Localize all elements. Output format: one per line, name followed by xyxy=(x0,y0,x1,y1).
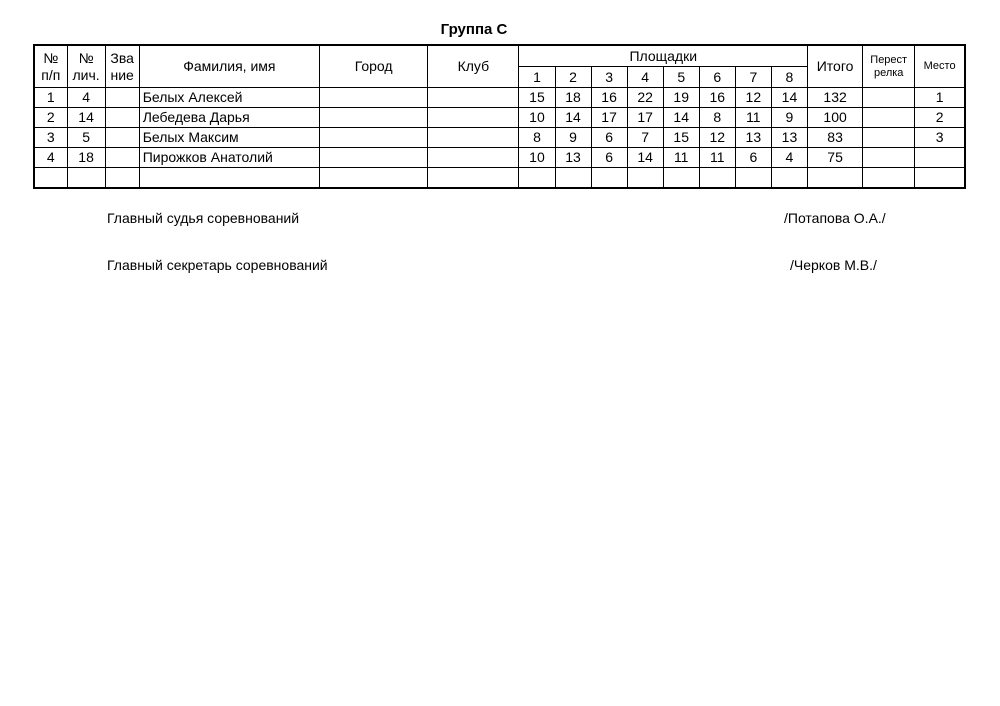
document-title: Группа С xyxy=(440,21,508,38)
cell-score: 6 xyxy=(591,128,627,148)
cell-zvanie xyxy=(105,168,139,189)
cell-score: 12 xyxy=(735,88,771,108)
cell-zvanie xyxy=(105,108,139,128)
judge-role: Главный судья соревнований xyxy=(107,210,300,226)
cell-total: 100 xyxy=(808,108,863,128)
table-row xyxy=(34,108,965,128)
table-row xyxy=(34,88,965,108)
col-header-city: Город xyxy=(320,45,428,88)
table-row xyxy=(34,148,965,168)
cell-lich: 14 xyxy=(67,108,105,128)
cell-score: 7 xyxy=(627,128,663,148)
cell-zvanie xyxy=(105,148,139,168)
col-header-zvanie-bottom: ние xyxy=(110,66,134,83)
cell-score: 17 xyxy=(591,108,627,128)
secretary-role: Главный секретарь соревнований xyxy=(107,257,328,273)
cell-score xyxy=(699,168,735,189)
cell-score xyxy=(519,168,555,189)
cell-score: 10 xyxy=(519,148,555,168)
cell-playoff xyxy=(863,88,915,108)
cell-playoff xyxy=(863,128,915,148)
cell-club xyxy=(428,108,519,128)
col-header-playoff xyxy=(863,45,915,88)
col-header-place: Место xyxy=(915,45,965,88)
judge-name: /Потапова О.А./ xyxy=(784,210,886,226)
cell-name: Белых Максим xyxy=(139,128,319,148)
cell-place xyxy=(915,168,965,189)
cell-score: 18 xyxy=(555,88,591,108)
secretary-name: /Черков М.В./ xyxy=(790,257,877,273)
cell-place: 3 xyxy=(915,128,965,148)
cell-city xyxy=(320,88,428,108)
col-header-zvanie-top: Зва xyxy=(110,49,134,66)
court-number: 2 xyxy=(555,67,591,88)
cell-playoff xyxy=(863,168,915,189)
cell-score: 4 xyxy=(771,148,807,168)
cell-place: 1 xyxy=(915,88,965,108)
cell-num: 3 xyxy=(34,128,67,148)
cell-city xyxy=(320,128,428,148)
cell-score: 14 xyxy=(555,108,591,128)
cell-score: 6 xyxy=(591,148,627,168)
col-header-playoff-bottom: релка xyxy=(873,66,904,79)
cell-score xyxy=(771,168,807,189)
cell-score: 11 xyxy=(735,108,771,128)
court-number: 4 xyxy=(627,67,663,88)
cell-score: 11 xyxy=(699,148,735,168)
cell-total xyxy=(808,168,863,189)
cell-score: 8 xyxy=(519,128,555,148)
cell-zvanie xyxy=(105,88,139,108)
col-header-num-top: № xyxy=(43,49,59,66)
court-number: 8 xyxy=(771,67,807,88)
cell-lich: 18 xyxy=(67,148,105,168)
court-number: 6 xyxy=(699,67,735,88)
cell-score xyxy=(627,168,663,189)
cell-score: 14 xyxy=(771,88,807,108)
cell-num: 4 xyxy=(34,148,67,168)
cell-score: 15 xyxy=(663,128,699,148)
cell-score: 8 xyxy=(699,108,735,128)
court-number: 5 xyxy=(663,67,699,88)
cell-score: 14 xyxy=(627,148,663,168)
cell-club xyxy=(428,168,519,189)
cell-total: 75 xyxy=(808,148,863,168)
cell-playoff xyxy=(863,148,915,168)
cell-score: 19 xyxy=(663,88,699,108)
cell-num: 1 xyxy=(34,88,67,108)
header-row-top xyxy=(34,45,965,67)
cell-lich: 4 xyxy=(67,88,105,108)
cell-num xyxy=(34,168,67,189)
col-header-name: Фамилия, имя xyxy=(139,45,319,88)
cell-club xyxy=(428,128,519,148)
results-table xyxy=(33,44,966,189)
cell-lich: 5 xyxy=(67,128,105,148)
col-header-lich xyxy=(67,45,105,88)
cell-name: Белых Алексей xyxy=(139,88,319,108)
cell-place: 2 xyxy=(915,108,965,128)
cell-name xyxy=(139,168,319,189)
col-header-num-bottom: п/п xyxy=(41,66,61,83)
col-header-lich-top: № xyxy=(78,49,94,66)
cell-score: 16 xyxy=(699,88,735,108)
cell-score xyxy=(663,168,699,189)
cell-zvanie xyxy=(105,128,139,148)
cell-score: 10 xyxy=(519,108,555,128)
cell-score: 16 xyxy=(591,88,627,108)
cell-score: 14 xyxy=(663,108,699,128)
cell-score: 13 xyxy=(555,148,591,168)
cell-score: 9 xyxy=(771,108,807,128)
col-header-playoff-top: Перест xyxy=(870,53,908,66)
cell-score xyxy=(735,168,771,189)
cell-num: 2 xyxy=(34,108,67,128)
col-header-total: Итого xyxy=(808,45,863,88)
cell-name: Лебедева Дарья xyxy=(139,108,319,128)
cell-score: 15 xyxy=(519,88,555,108)
cell-city xyxy=(320,108,428,128)
col-header-courts: Площадки xyxy=(519,45,808,67)
cell-club xyxy=(428,148,519,168)
cell-city xyxy=(320,168,428,189)
court-number: 7 xyxy=(735,67,771,88)
col-header-zvanie xyxy=(105,45,139,88)
cell-club xyxy=(428,88,519,108)
table-row xyxy=(34,128,965,148)
court-number: 1 xyxy=(519,67,555,88)
cell-lich xyxy=(67,168,105,189)
cell-score: 6 xyxy=(735,148,771,168)
cell-score: 9 xyxy=(555,128,591,148)
court-number: 3 xyxy=(591,67,627,88)
cell-score: 13 xyxy=(771,128,807,148)
cell-score xyxy=(591,168,627,189)
cell-city xyxy=(320,148,428,168)
cell-score: 12 xyxy=(699,128,735,148)
cell-score xyxy=(555,168,591,189)
cell-name: Пирожков Анатолий xyxy=(139,148,319,168)
cell-score: 17 xyxy=(627,108,663,128)
cell-score: 22 xyxy=(627,88,663,108)
col-header-lich-bottom: лич. xyxy=(72,66,100,83)
col-header-club: Клуб xyxy=(428,45,519,88)
cell-total: 83 xyxy=(808,128,863,148)
col-header-num xyxy=(34,45,67,88)
cell-score: 11 xyxy=(663,148,699,168)
cell-score: 13 xyxy=(735,128,771,148)
cell-playoff xyxy=(863,108,915,128)
table-row-empty xyxy=(34,168,965,189)
cell-place xyxy=(915,148,965,168)
cell-total: 132 xyxy=(808,88,863,108)
